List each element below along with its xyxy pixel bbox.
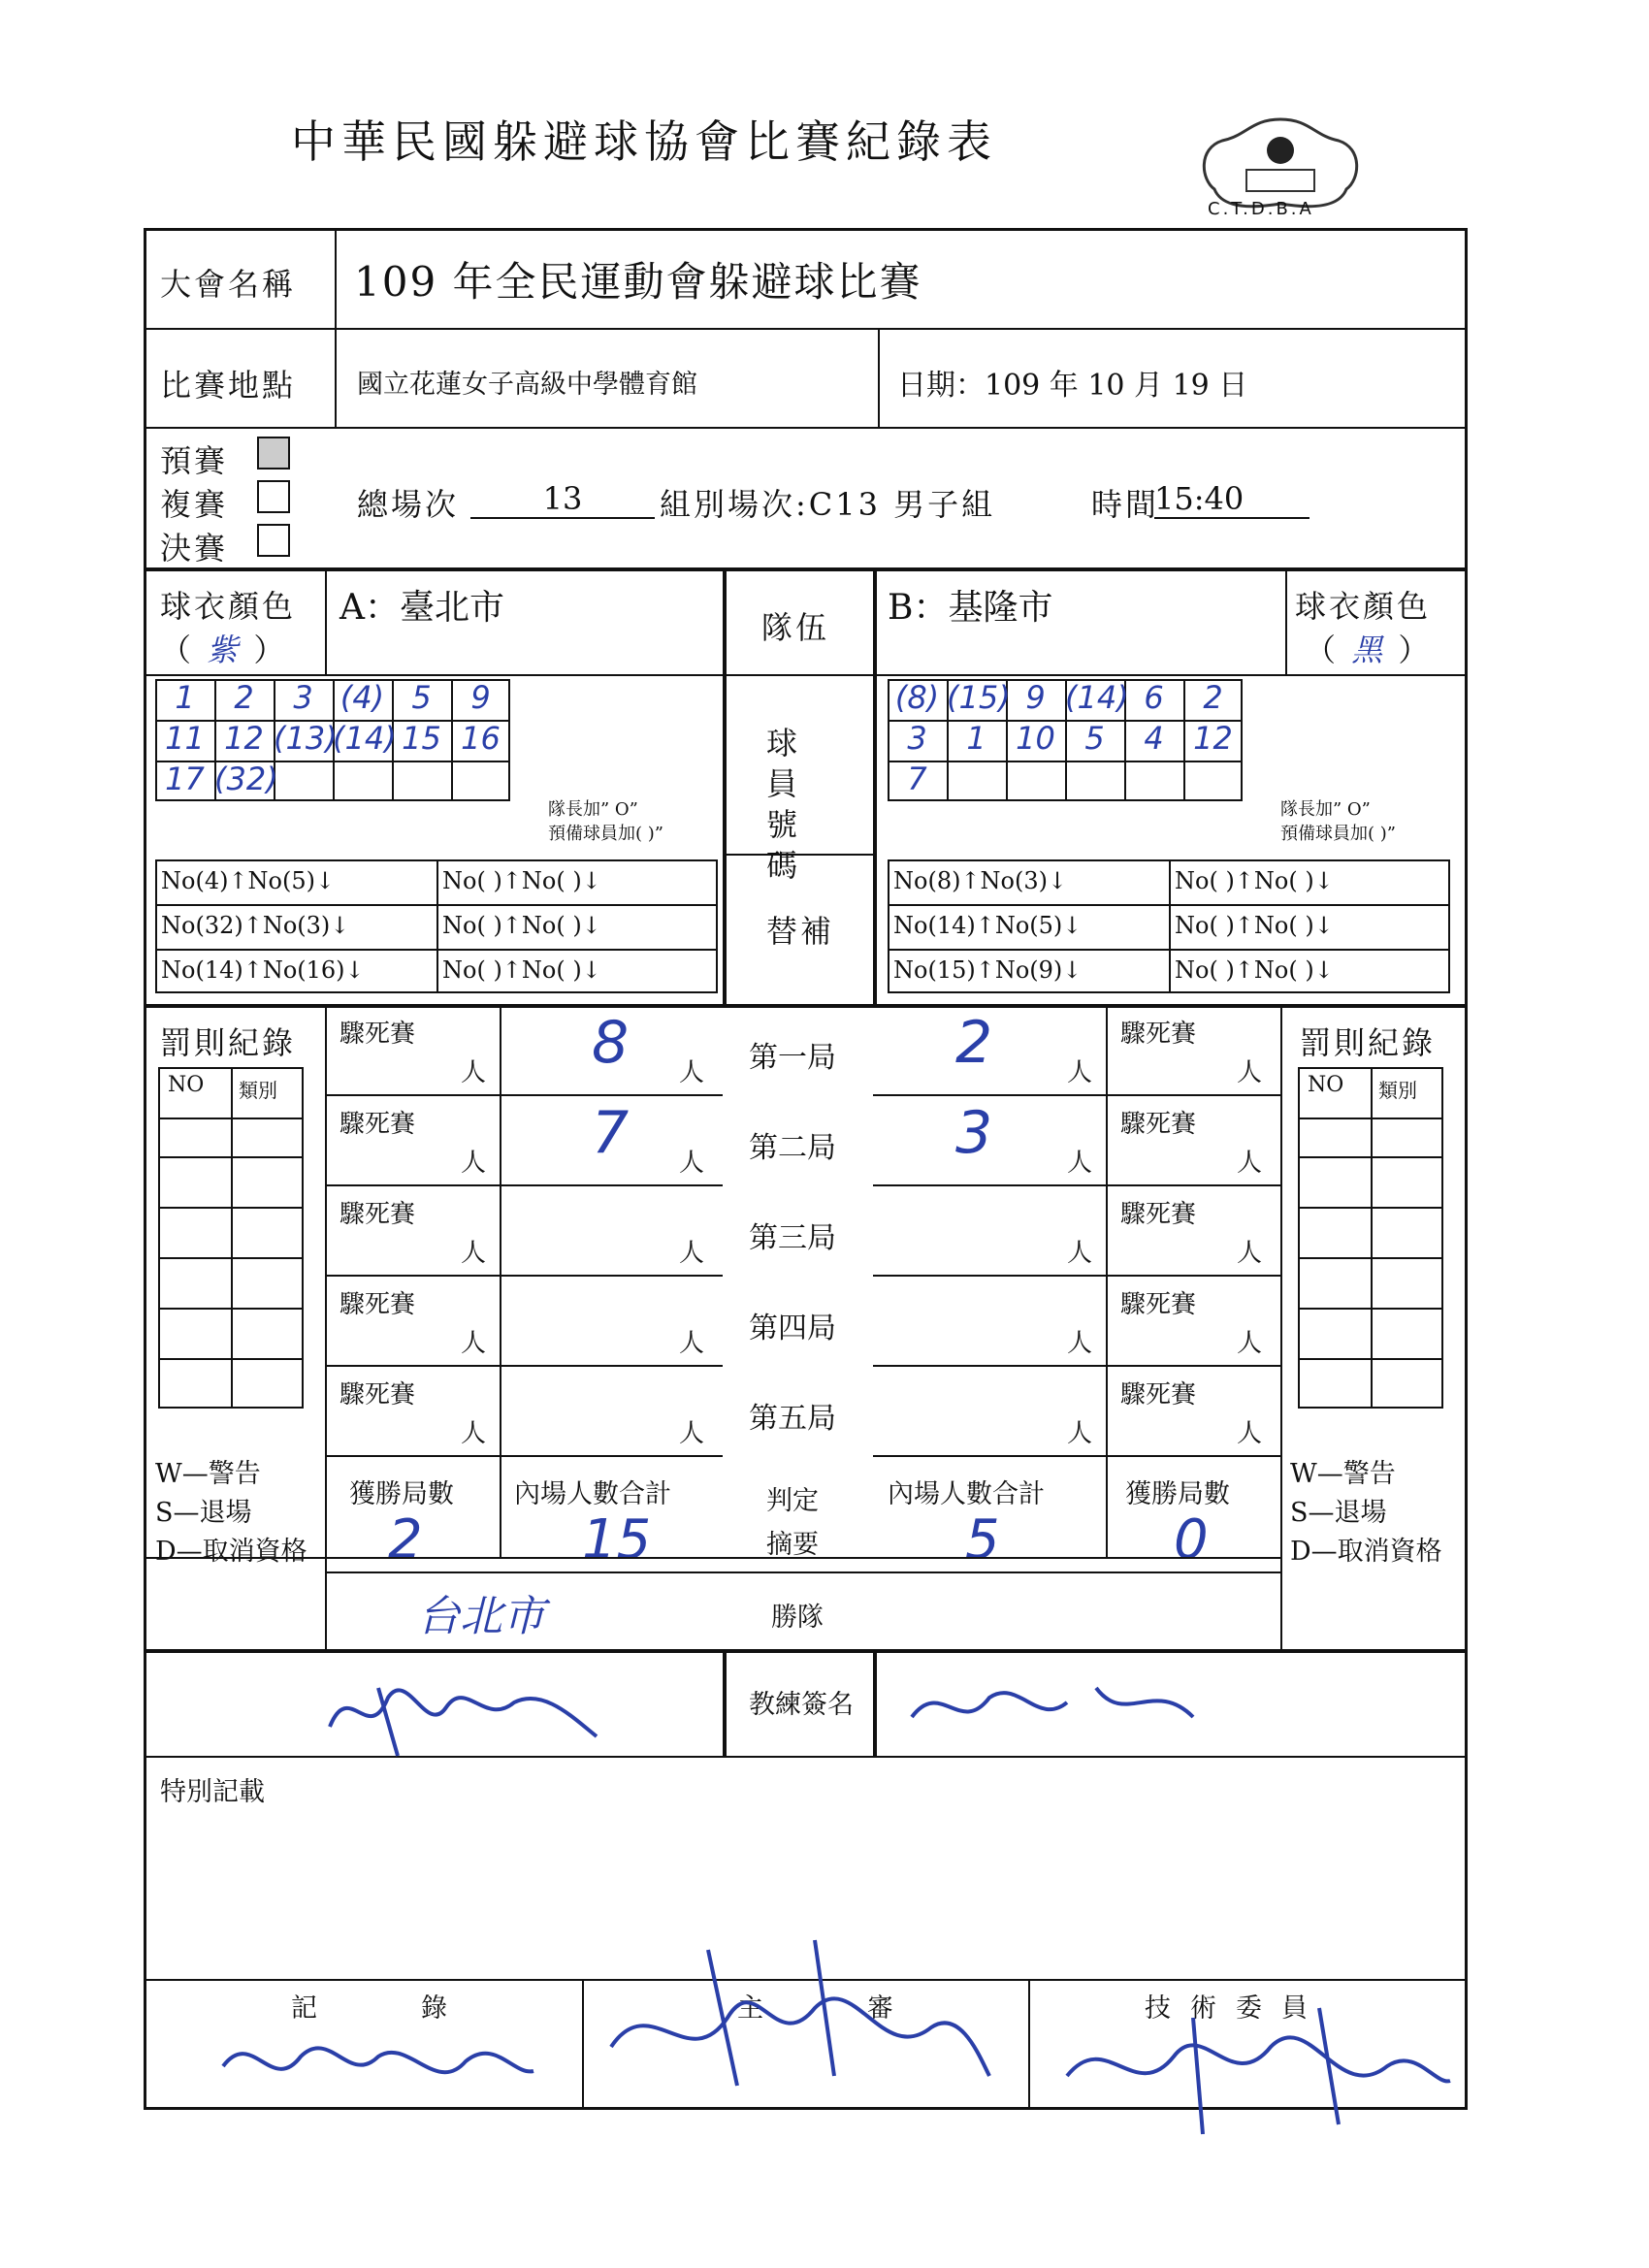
player-number: (14)	[333, 720, 397, 757]
referee-signature-icon	[592, 1930, 999, 2095]
player-number: 9	[470, 679, 491, 716]
unit-a2: 人	[679, 1149, 705, 1178]
coach-b-signature-icon	[902, 1659, 1212, 1756]
b-sets-won: 0	[1174, 1508, 1209, 1571]
set-count-a: 8	[592, 1009, 630, 1077]
unit-b2: 人	[1237, 1149, 1263, 1178]
set-label: 第三局	[749, 1221, 836, 1255]
prelim-checkbox[interactable]	[257, 437, 290, 470]
unit-a2: 人	[679, 1239, 705, 1268]
penalty-label-a: 罰則紀錄	[160, 1024, 297, 1061]
subs-label: 替補	[766, 913, 835, 950]
reserve-note-a: 預備球員加( )”	[548, 824, 663, 844]
sudden-death-b: 驟死賽	[1120, 1020, 1197, 1049]
player-number: 12	[1193, 720, 1233, 757]
coach-label: 教練簽名	[749, 1690, 854, 1720]
captain-note-b: 隊長加” O”	[1280, 799, 1371, 820]
team-b-name: B：基隆市	[888, 588, 1053, 628]
group-match: 組別場次:C13 男子組	[660, 486, 996, 523]
a-sets-won: 2	[388, 1508, 423, 1571]
sub-record: No(14)↑No(5)↓	[893, 912, 1083, 939]
set-label: 第二局	[749, 1131, 836, 1165]
unit-a2: 人	[679, 1419, 705, 1448]
time-label: 時間	[1091, 486, 1160, 523]
unit-a1: 人	[461, 1149, 487, 1178]
unit-b2: 人	[1237, 1419, 1263, 1448]
team-label: 隊伍	[761, 609, 830, 646]
player-number: 3	[907, 720, 927, 757]
set-count-b: 2	[955, 1009, 993, 1077]
final-checkbox[interactable]	[257, 524, 290, 557]
player-number: 15	[402, 720, 441, 757]
winner-value: 台北市	[417, 1592, 545, 1641]
sudden-death-a: 驟死賽	[340, 1110, 416, 1139]
player-number: 5	[411, 679, 432, 716]
jersey-label-b: 球衣顏色	[1295, 588, 1432, 625]
time-value: 15:40	[1154, 480, 1310, 519]
sudden-death-b: 驟死賽	[1120, 1290, 1197, 1319]
player-number: 4	[1144, 720, 1164, 757]
sub-record: No( )↑No( )↓	[442, 956, 601, 984]
penalty-no-header: NO	[1308, 1073, 1344, 1097]
form-title: 中華民國躲避球協會比賽紀錄表	[291, 115, 997, 168]
recorder-label: 記 錄	[291, 1993, 486, 2024]
decision-label-2: 摘要	[766, 1530, 819, 1560]
player-number: 1	[966, 720, 986, 757]
sub-record: No( )↑No( )↓	[1175, 956, 1334, 984]
unit-a1: 人	[461, 1329, 487, 1358]
legend-b: W—警告 S—退場 D—取消資格	[1290, 1459, 1442, 1567]
unit-b1: 人	[1067, 1058, 1093, 1087]
total-match-value: 13	[470, 480, 655, 519]
sudden-death-a: 驟死賽	[340, 1200, 416, 1229]
a-inner-total: 15	[582, 1508, 652, 1571]
unit-b1: 人	[1067, 1239, 1093, 1268]
recorder-signature-icon	[213, 2018, 543, 2105]
player-number: 2	[234, 679, 254, 716]
sudden-death-a: 驟死賽	[340, 1290, 416, 1319]
sudden-death-b: 驟死賽	[1120, 1110, 1197, 1139]
stage-final: 決賽	[160, 530, 229, 567]
event-name: 109 年全民運動會躲避球比賽	[354, 258, 922, 306]
sub-record: No(15)↑No(9)↓	[893, 956, 1083, 984]
player-number: (4)	[340, 679, 385, 716]
remarks-label: 特別記載	[160, 1777, 265, 1807]
stage-semi: 複賽	[160, 486, 229, 523]
semi-checkbox[interactable]	[257, 480, 290, 513]
player-number: 16	[461, 720, 501, 757]
unit-b1: 人	[1067, 1149, 1093, 1178]
legend-a: W—警告 S—退場 D—取消資格	[155, 1459, 307, 1567]
unit-b2: 人	[1237, 1239, 1263, 1268]
referee-label: 主 審	[737, 1993, 932, 2024]
sub-record: No( )↑No( )↓	[1175, 867, 1334, 894]
sudden-death-a: 驟死賽	[340, 1020, 416, 1049]
player-number: (15)	[947, 679, 1011, 716]
set-count-b: 3	[955, 1099, 993, 1167]
logo-abbr: C.T.D.B.A	[1208, 199, 1314, 219]
stage-prelim: 預賽	[160, 442, 229, 479]
sub-record: No( )↑No( )↓	[442, 867, 601, 894]
player-number: 7	[907, 761, 927, 797]
tech-label: 技術委員	[1145, 1993, 1327, 2024]
jersey-label-a: 球衣顏色	[160, 588, 297, 625]
team-a-name: A：臺北市	[340, 588, 504, 628]
player-number: 2	[1203, 679, 1223, 716]
player-number: 5	[1084, 720, 1105, 757]
player-number: (14)	[1065, 679, 1129, 716]
sudden-death-b: 驟死賽	[1120, 1380, 1197, 1409]
coach-a-signature-icon	[320, 1659, 611, 1766]
penalty-type-header: 類別	[239, 1079, 277, 1102]
sub-record: No(32)↑No(3)↓	[161, 912, 350, 939]
venue-label: 比賽地點	[160, 367, 297, 404]
penalty-no-header: NO	[168, 1073, 205, 1097]
unit-b2: 人	[1237, 1329, 1263, 1358]
player-number: 11	[165, 720, 205, 757]
player-number: 6	[1144, 679, 1164, 716]
captain-note-a: 隊長加” O”	[548, 799, 638, 820]
unit-a1: 人	[461, 1239, 487, 1268]
jersey-a: 紫	[207, 632, 242, 668]
penalty-label-b: 罰則紀錄	[1300, 1024, 1437, 1061]
sub-record: No(14)↑No(16)↓	[161, 956, 365, 984]
inner-total-label-b: 內場人數合計	[888, 1479, 1045, 1509]
player-number: 1	[175, 679, 195, 716]
sub-record: No( )↑No( )↓	[442, 912, 601, 939]
player-number: 9	[1025, 679, 1046, 716]
sub-record: No(4)↑No(5)↓	[161, 867, 336, 894]
unit-b1: 人	[1067, 1419, 1093, 1448]
set-label: 第五局	[749, 1402, 836, 1436]
sub-record: No( )↑No( )↓	[1175, 912, 1334, 939]
inner-total-label-a: 內場人數合計	[514, 1479, 671, 1509]
player-number: (32)	[214, 761, 278, 797]
player-number: 3	[293, 679, 313, 716]
unit-a2: 人	[679, 1058, 705, 1087]
player-number: 12	[224, 720, 264, 757]
jersey-b: 黑	[1351, 632, 1386, 668]
total-match-label: 總場次	[357, 486, 460, 523]
sets-won-label-a: 獲勝局數	[349, 1479, 454, 1509]
sudden-death-a: 驟死賽	[340, 1380, 416, 1409]
players-label: 球員號碼	[766, 725, 801, 884]
unit-a2: 人	[679, 1329, 705, 1358]
b-inner-total: 5	[965, 1508, 1000, 1571]
reserve-note-b: 預備球員加( )”	[1280, 824, 1396, 844]
set-label: 第四局	[749, 1312, 836, 1345]
event-label: 大會名稱	[160, 266, 297, 303]
set-count-a: 7	[592, 1099, 630, 1167]
match-date: 日期：109 年 10 月 19 日	[897, 369, 1248, 403]
unit-b2: 人	[1237, 1058, 1263, 1087]
player-number: (8)	[894, 679, 940, 716]
player-number: 10	[1016, 720, 1055, 757]
unit-b1: 人	[1067, 1329, 1093, 1358]
venue-name: 國立花蓮女子高級中學體育館	[357, 370, 697, 400]
sets-won-label-b: 獲勝局數	[1125, 1479, 1230, 1509]
sub-record: No(8)↑No(3)↓	[893, 867, 1068, 894]
player-number: (13)	[274, 720, 338, 757]
unit-a1: 人	[461, 1419, 487, 1448]
tech-signature-icon	[1048, 1989, 1455, 2144]
player-number: 17	[165, 761, 205, 797]
penalty-type-header: 類別	[1378, 1079, 1417, 1102]
decision-label-1: 判定	[766, 1486, 819, 1516]
sudden-death-b: 驟死賽	[1120, 1200, 1197, 1229]
set-label: 第一局	[749, 1041, 836, 1075]
winner-label: 勝隊	[771, 1603, 824, 1633]
unit-a1: 人	[461, 1058, 487, 1087]
